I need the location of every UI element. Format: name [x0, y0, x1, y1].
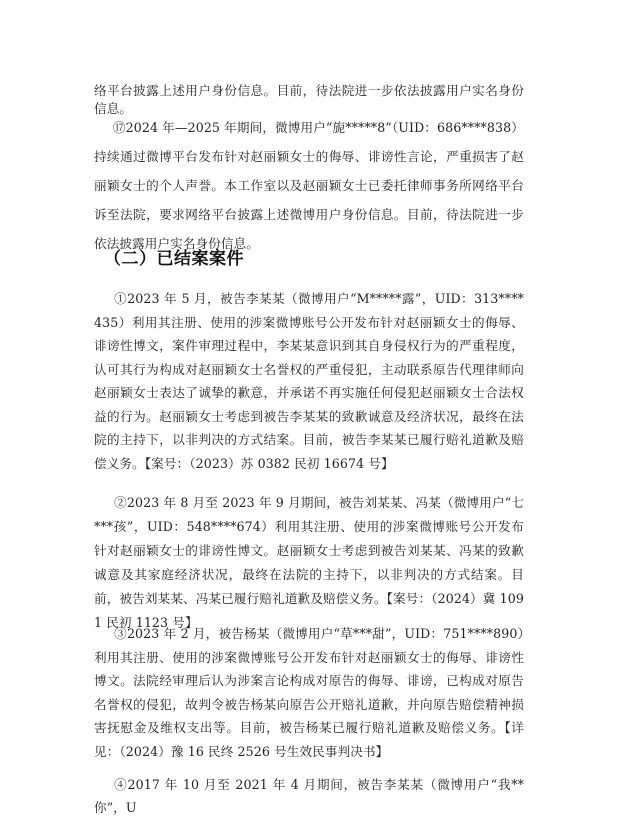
section-heading-closed-cases: （二）已结案案件 — [104, 249, 244, 269]
case-item-4: ④2017 年 10 月至 2021 年 4 月期间，被告李某某（微博用户“我**你”，U — [94, 777, 524, 815]
paragraph-item-17: ⑰2024 年—2025 年期间，微博用户“旎*****8”（UID：686****838）持续通过微博平台发布针对赵丽颖女士的侮辱、诽谤性言论，严重损害了赵丽颖女士的个人声誉。本工作室以及赵丽颖女士已委托律师事务所网络平台诉至法院，要求网络平台披露上述微博用户身份信息。目前，待法院进一步依法披露用户实名身份信息。 — [94, 120, 524, 251]
case-item-1: ①2023 年 5 月，被告李某某（微博用户“M*****露”，UID：313****435）利用其注册、使用的涉案微博账号公开发布针对赵丽颖女士的侮辱、诽谤性博文，案件审理过程中，李某某意识到其自身侵权行为的严重程度，认可其行为构成对赵丽颖女士名誉权的严重侵犯，主动联系原告代理律师向赵丽颖女士表达了诚挚的歉意，并承诺不再实施任何侵犯赵丽颖女士合法权益的行为。赵丽颖女士考虑到被告李某某的致歉诚意及经济状况，最终在法院的主持下，以非判决的方式结案。目前，被告李某某已履行赔礼道歉及赔偿义务。【案号：（2023）苏 0382 民初 16674 号】 — [94, 291, 524, 471]
case-item-3: ③2023 年 2 月，被告杨某（微博用户“草***甜”，UID：751****890）利用其注册、使用的涉案微博账号公开发布针对赵丽颖女士的侮辱、诽谤性博文。法院经审理后认为涉案言论构成对原告的侮辱、诽谤，已构成对原告名誉权的侵犯，故判令被告杨某向原告公开赔礼道歉，并向原告赔偿精神损害抚慰金及维权支出等。目前，被告杨某已履行赔礼道歉及赔偿义务。【详见：（2024）豫 16 民终 2526 号生效民事判决书】 — [94, 626, 524, 759]
paragraph-continuation: 络平台披露上述用户身份信息。目前，待法院进一步依法披露用户实名身份信息。 — [94, 83, 524, 116]
case-item-2: ②2023 年 8 月至 2023 年 9 月期间，被告刘某某、冯某（微博用户“七***孩”，UID：548****674）利用其注册、使用的涉案微博账号公开发布针对赵丽颖女士的诽谤性博文。赵丽颖女士考虑到被告刘某某、冯某的致歉诚意及其家庭经济状况，最终在法院的主持下，以非判决的方式结案。目前，被告刘某某、冯某已履行赔礼道歉及赔偿义务。【案号：（2024）冀 1091 民初 1123 号】 — [94, 495, 524, 630]
